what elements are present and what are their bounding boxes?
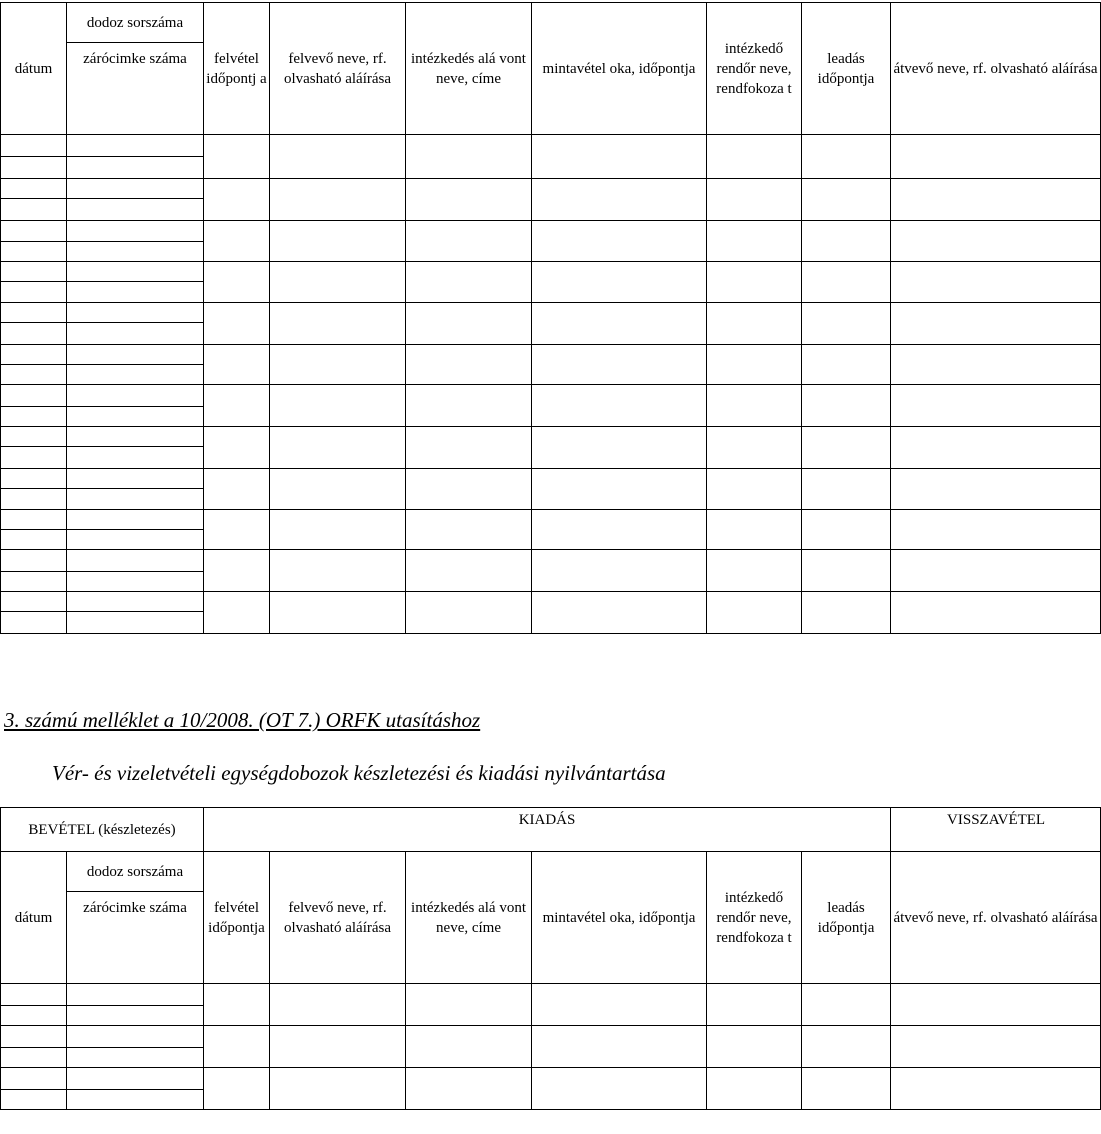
header-datum: dátum [1,3,67,135]
top-row-cell[interactable] [891,385,1101,427]
top-row-zarocimke-cell[interactable] [67,530,204,550]
top-row-cell[interactable] [532,469,707,510]
bottom-row-zarocimke-cell[interactable] [67,1048,204,1068]
top-row-cell[interactable] [270,135,406,179]
top-row-cell[interactable] [270,221,406,262]
top-row-cell[interactable] [707,221,802,262]
top-row-cell[interactable] [707,427,802,469]
top-row-cell[interactable] [204,303,270,345]
top-row-cell[interactable] [532,385,707,427]
top-row-datum-cell[interactable] [1,157,67,179]
top-row-dodoz-cell[interactable] [67,550,204,572]
top-row-datum-cell[interactable] [1,572,67,592]
top-row-cell[interactable] [802,385,891,427]
bottom-row-cell[interactable] [532,984,707,1026]
top-row-cell[interactable] [204,592,270,634]
top-row-datum-cell[interactable] [1,179,67,199]
top-row-cell[interactable] [532,262,707,303]
top-row-cell[interactable] [270,592,406,634]
top-row-datum-cell[interactable] [1,592,67,612]
top-row-cell[interactable] [270,179,406,221]
top-row-datum-cell[interactable] [1,530,67,550]
top-row-cell[interactable] [891,469,1101,510]
top-row-cell[interactable] [891,510,1101,550]
top-row-zarocimke-cell[interactable] [67,365,204,385]
header-atvevo: átvevő neve, rf. olvasható aláírása [891,3,1101,135]
register-title: Vér- és vizeletvételi egységdobozok készletezési és kiadási nyilvántartása [52,761,666,785]
top-row-cell[interactable] [532,345,707,385]
top-row-cell[interactable] [270,345,406,385]
top-row-cell[interactable] [270,262,406,303]
bottom-row-cell[interactable] [270,1068,406,1110]
top-row-datum-cell[interactable] [1,242,67,262]
top-row-dodoz-cell[interactable] [67,262,204,282]
top-row-datum-cell[interactable] [1,427,67,447]
bottom-row-dodoz-cell[interactable] [67,984,204,1006]
top-row-cell[interactable] [204,135,270,179]
top-row-dodoz-cell[interactable] [67,345,204,365]
top-row-cell[interactable] [891,221,1101,262]
top-row-cell[interactable] [204,427,270,469]
top-row-cell[interactable] [532,221,707,262]
top-row-dodoz-cell[interactable] [67,592,204,612]
top-row-datum-cell[interactable] [1,510,67,530]
top-row-cell[interactable] [802,345,891,385]
header-intezkedo-rendor: intézkedő rendőr neve, rendfokoza t [707,852,802,984]
header-felvetel-idopontja: felvétel időpontj a [204,3,270,135]
top-row-cell[interactable] [891,303,1101,345]
header-dodoz-sorszama: dodoz sorszáma [67,3,204,43]
bottom-row-zarocimke-cell[interactable] [67,1006,204,1026]
top-row-dodoz-cell[interactable] [67,179,204,199]
top-row-dodoz-cell[interactable] [67,221,204,242]
top-row-cell[interactable] [204,221,270,262]
top-row-cell[interactable] [270,510,406,550]
bottom-row-zarocimke-cell[interactable] [67,1090,204,1110]
top-row-cell[interactable] [204,345,270,385]
top-row-zarocimke-cell[interactable] [67,242,204,262]
top-row-cell[interactable] [891,135,1101,179]
top-row-cell[interactable] [891,179,1101,221]
top-row-cell[interactable] [406,345,532,385]
bottom-row-cell[interactable] [707,1068,802,1110]
header-leadas: leadás időpontja [802,852,891,984]
top-row-cell[interactable] [707,385,802,427]
top-row-cell[interactable] [802,135,891,179]
top-row-cell[interactable] [802,510,891,550]
top-row-cell[interactable] [707,510,802,550]
group-kiadas: KIADÁS [204,808,891,852]
top-row-cell[interactable] [204,550,270,592]
top-row-cell[interactable] [270,303,406,345]
top-row-datum-cell[interactable] [1,262,67,282]
top-row-cell[interactable] [270,550,406,592]
bottom-row-cell[interactable] [707,984,802,1026]
bottom-row-datum-cell[interactable] [1,1090,67,1110]
bottom-row-cell[interactable] [891,1068,1101,1110]
top-row-dodoz-cell[interactable] [67,427,204,447]
top-row-zarocimke-cell[interactable] [67,612,204,634]
top-row-datum-cell[interactable] [1,447,67,469]
top-row-cell[interactable] [270,469,406,510]
bottom-row-cell[interactable] [532,1068,707,1110]
top-row-cell[interactable] [204,510,270,550]
top-row-zarocimke-cell[interactable] [67,282,204,303]
top-row-cell[interactable] [406,135,532,179]
top-row-cell[interactable] [891,345,1101,385]
header-felvevo: felvevő neve, rf. olvasható aláírása [270,3,406,135]
top-row-cell[interactable] [406,592,532,634]
top-row-datum-cell[interactable] [1,282,67,303]
top-row-datum-cell[interactable] [1,135,67,157]
bottom-row-datum-cell[interactable] [1,1048,67,1068]
top-row-datum-cell[interactable] [1,221,67,242]
header-leadas: leadás időpontja [802,3,891,135]
top-row-cell[interactable] [707,135,802,179]
top-row-cell[interactable] [532,303,707,345]
top-row-cell[interactable] [204,385,270,427]
top-row-cell[interactable] [532,427,707,469]
header-dodoz-sorszama: dodoz sorszáma [67,852,204,892]
header-mintavetel: mintavétel oka, időpontja [532,3,707,135]
top-row-dodoz-cell[interactable] [67,510,204,530]
top-row-datum-cell[interactable] [1,407,67,427]
top-row-zarocimke-cell[interactable] [67,572,204,592]
top-row-zarocimke-cell[interactable] [67,407,204,427]
top-row-cell[interactable] [204,262,270,303]
top-row-cell[interactable] [270,427,406,469]
top-row-cell[interactable] [532,510,707,550]
header-intezkedes-ala-vont: intézkedés alá vont neve, címe [406,852,532,984]
top-row-cell[interactable] [707,345,802,385]
top-row-datum-cell[interactable] [1,469,67,489]
bottom-row-cell[interactable] [891,1026,1101,1068]
top-row-datum-cell[interactable] [1,612,67,634]
top-row-cell[interactable] [891,427,1101,469]
top-row-zarocimke-cell[interactable] [67,199,204,221]
top-row-cell[interactable] [406,303,532,345]
header-felvevo: felvevő neve, rf. olvasható aláírása [270,852,406,984]
bottom-row-cell[interactable] [802,1026,891,1068]
bottom-row-datum-cell[interactable] [1,984,67,1006]
top-row-datum-cell[interactable] [1,303,67,323]
bottom-row-dodoz-cell[interactable] [67,1026,204,1048]
top-row-datum-cell[interactable] [1,323,67,345]
header-datum: dátum [1,852,67,984]
bottom-row-cell[interactable] [270,984,406,1026]
top-row-cell[interactable] [802,262,891,303]
top-row-dodoz-cell[interactable] [67,385,204,407]
top-row-datum-cell[interactable] [1,385,67,407]
top-row-cell[interactable] [406,550,532,592]
top-row-cell[interactable] [406,510,532,550]
top-row-cell[interactable] [406,385,532,427]
top-row-zarocimke-cell[interactable] [67,489,204,510]
bottom-row-cell[interactable] [270,1026,406,1068]
top-row-cell[interactable] [707,303,802,345]
top-row-cell[interactable] [707,179,802,221]
top-row-cell[interactable] [802,469,891,510]
top-row-cell[interactable] [802,221,891,262]
top-row-cell[interactable] [532,592,707,634]
bottom-row-cell[interactable] [204,1026,270,1068]
top-row-cell[interactable] [406,221,532,262]
top-row-dodoz-cell[interactable] [67,135,204,157]
bottom-row-cell[interactable] [707,1026,802,1068]
top-row-datum-cell[interactable] [1,345,67,365]
top-row-cell[interactable] [204,469,270,510]
top-row-cell[interactable] [891,592,1101,634]
bottom-row-datum-cell[interactable] [1,1026,67,1048]
top-row-datum-cell[interactable] [1,199,67,221]
top-row-zarocimke-cell[interactable] [67,323,204,345]
top-row-cell[interactable] [802,303,891,345]
bottom-row-cell[interactable] [406,984,532,1026]
top-row-dodoz-cell[interactable] [67,303,204,323]
top-row-cell[interactable] [532,550,707,592]
bottom-register-table [0,807,1101,1110]
top-register-table [0,2,1101,634]
bottom-row-cell[interactable] [406,1068,532,1110]
header-zarocimke-szama: zárócimke száma [67,892,204,984]
bottom-row-cell[interactable] [204,984,270,1026]
group-bevetel: BEVÉTEL (készletezés) [1,808,204,852]
top-row-datum-cell[interactable] [1,365,67,385]
top-row-zarocimke-cell[interactable] [67,447,204,469]
top-row-cell[interactable] [802,592,891,634]
bottom-row-cell[interactable] [406,1026,532,1068]
top-row-cell[interactable] [406,469,532,510]
top-row-datum-cell[interactable] [1,550,67,572]
header-intezkedo-rendor: intézkedő rendőr neve, rendfokoza t [707,3,802,135]
top-row-cell[interactable] [891,550,1101,592]
top-row-cell[interactable] [406,427,532,469]
bottom-row-cell[interactable] [204,1068,270,1110]
attachment-reference: 3. számú melléklet a 10/2008. (OT 7.) ORFK utasításhoz [4,708,481,732]
bottom-row-cell[interactable] [802,984,891,1026]
header-zarocimke-szama: zárócimke száma [67,43,204,135]
top-row-cell[interactable] [802,179,891,221]
top-row-cell[interactable] [406,262,532,303]
top-row-cell[interactable] [707,262,802,303]
top-row-dodoz-cell[interactable] [67,469,204,489]
top-row-cell[interactable] [707,550,802,592]
top-row-cell[interactable] [532,135,707,179]
top-row-cell[interactable] [707,592,802,634]
top-row-cell[interactable] [270,385,406,427]
bottom-row-cell[interactable] [802,1068,891,1110]
top-row-cell[interactable] [532,179,707,221]
group-third: VISSZAVÉTEL [891,808,1101,852]
top-row-cell[interactable] [802,550,891,592]
top-row-zarocimke-cell[interactable] [67,157,204,179]
bottom-row-cell[interactable] [891,984,1101,1026]
top-row-cell[interactable] [406,179,532,221]
bottom-row-cell[interactable] [532,1026,707,1068]
header-mintavetel: mintavétel oka, időpontja [532,852,707,984]
top-row-cell[interactable] [891,262,1101,303]
bottom-row-datum-cell[interactable] [1,1006,67,1026]
header-intezkedes-ala-vont: intézkedés alá vont neve, címe [406,3,532,135]
top-row-cell[interactable] [802,427,891,469]
header-felvetel-idopontja: felvétel időpontja [204,852,270,984]
bottom-row-dodoz-cell[interactable] [67,1068,204,1090]
header-atvevo: átvevő neve, rf. olvasható aláírása [891,852,1101,984]
top-row-cell[interactable] [707,469,802,510]
top-row-cell[interactable] [204,179,270,221]
bottom-row-datum-cell[interactable] [1,1068,67,1090]
top-row-datum-cell[interactable] [1,489,67,510]
